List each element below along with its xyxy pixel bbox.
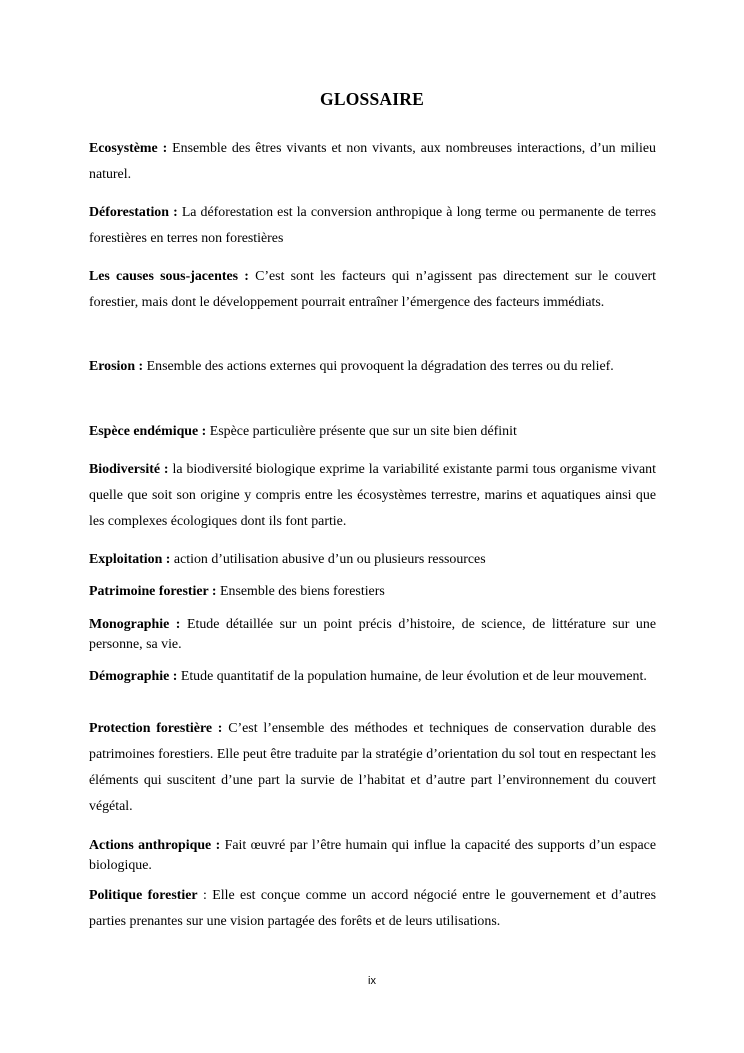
glossary-entry-espece-endemique xyxy=(89,419,656,445)
glossary-term: Les causes sous-jacentes : xyxy=(89,269,249,284)
glossary-entry-patrimoine-forestier xyxy=(89,579,656,605)
glossary-term: Actions anthropique : xyxy=(89,838,221,853)
glossary-term: Protection forestière : xyxy=(89,721,223,736)
glossary-definition: C’est l’ensemble des méthodes et techniques de conservation durable des patrimoines forestiers. Elle peut être traduite par la stratégie d’orientation du sol tout en respectant les éléments qui suscitent d’une part la survie de l’habitat et d’autre part l’environnement du couvert végétal. xyxy=(89,721,656,814)
glossary-definition: Ensemble des biens forestiers xyxy=(220,584,385,599)
glossary-entry-ecosysteme xyxy=(89,136,656,188)
page-number: ix xyxy=(368,975,376,987)
glossary-term: Biodiversité : xyxy=(89,462,169,477)
glossary-term: Patrimoine forestier : xyxy=(89,584,217,599)
glossary-definition: La déforestation est la conversion anthropique à long terme ou permanente de terres forestières en terres non forestières xyxy=(89,205,656,246)
glossary-definition: : Elle est conçue comme un accord négocié entre le gouvernement et d’autres parties prenantes sur une vision partagée des forêts et de leurs utilisations. xyxy=(89,888,656,929)
glossary-term: Ecosystème : xyxy=(89,141,168,156)
glossary-entry-biodiversite xyxy=(89,457,656,535)
page-title: GLOSSAIRE xyxy=(320,89,424,109)
glossary-definition: Ensemble des actions externes qui provoquent la dégradation des terres ou du relief. xyxy=(146,359,614,374)
glossary-definition: Espèce particulière présente que sur un site bien définit xyxy=(209,424,517,439)
glossary-entry-demographie xyxy=(89,667,656,687)
glossary-definition: la biodiversité biologique exprime la variabilité existante parmi tous organisme vivant quelle que soit son origine y compris entre les écosystèmes terrestre, marins et aquatiques ainsi que les complexes écologiques dont ils font partie. xyxy=(89,462,656,529)
glossary-term: Politique forestier xyxy=(89,888,198,903)
glossary-definition: Ensemble des êtres vivants et non vivants, aux nombreuses interactions, d’un milieu naturel. xyxy=(89,141,656,182)
glossary-term: Déforestation : xyxy=(89,205,178,220)
glossary-definition: C’est sont les facteurs qui n’agissent pas directement sur le couvert forestier, mais dont le développement pourrait entraîner l’émergence des facteurs immédiats. xyxy=(89,269,656,310)
glossary-definition: Fait œuvré par l’être humain qui influe la capacité des supports d’un espace biologique. xyxy=(89,838,656,873)
glossary-term: Démographie : xyxy=(89,669,178,684)
glossary-term: Espèce endémique : xyxy=(89,424,207,439)
glossary-entry-actions-anthropique xyxy=(89,836,656,876)
glossary-term: Exploitation : xyxy=(89,552,171,567)
glossary-definition: Etude détaillée sur un point précis d’histoire, de science, de littérature sur une personne, sa vie. xyxy=(89,617,656,652)
glossary-entry-monographie xyxy=(89,615,656,655)
glossary-entry-causes-sous-jacentes xyxy=(89,264,656,316)
glossary-entry-erosion xyxy=(89,354,656,380)
glossary-entry-exploitation xyxy=(89,547,656,573)
glossary-definition: action d’utilisation abusive d’un ou plusieurs ressources xyxy=(173,552,486,567)
glossary-entry-deforestation xyxy=(89,200,656,252)
glossary-term: Erosion : xyxy=(89,359,144,374)
glossary-term: Monographie : xyxy=(89,617,181,632)
glossary-entry-protection-forestiere xyxy=(89,716,656,820)
glossary-definition: Etude quantitatif de la population humaine, de leur évolution et de leur mouvement. xyxy=(180,669,647,684)
glossary-entry-politique-forestier xyxy=(89,883,656,935)
